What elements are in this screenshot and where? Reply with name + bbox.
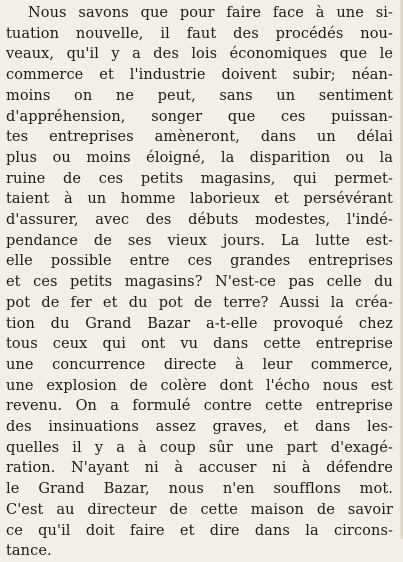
article-line: et ces petits magasins? N'est-ce pas celle du — [6, 274, 393, 291]
article-line: une explosion de colère dont l'écho nous est — [6, 377, 393, 394]
article-line: des insinuations assez graves, et dans les- — [6, 419, 393, 436]
article-line: ration. N'ayant ni à accuser ni à défendre — [6, 460, 393, 477]
article-line: commerce et l'industrie doivent subir; néan- — [6, 67, 393, 84]
article-line: Nous savons que pour faire face à une si- — [28, 5, 393, 21]
article-line: ce qu'il doit faire et dire dans la circons- — [6, 522, 393, 539]
article-line: elle possible entre ces grandes entreprises — [6, 253, 393, 270]
article-line: quelles il y a à coup sûr une part d'exagé- — [6, 439, 393, 456]
article-line: tes entreprises amèneront, dans un délai — [6, 129, 393, 146]
article-column — [6, 3, 393, 562]
article-line: taient à un homme laborieux et persévérant — [6, 191, 393, 208]
article-line: tous ceux qui ont vu dans cette entreprise — [6, 336, 393, 353]
article-line: tuation nouvelle, il faut des procédés nou- — [6, 25, 393, 42]
article-line: d'appréhension, songer que ces puissan- — [6, 108, 393, 125]
article-line: le Grand Bazar, nous n'en soufflons mot. — [6, 481, 393, 498]
article-line: pendance de ses vieux jours. La lutte est- — [6, 232, 393, 249]
article-line: tion du Grand Bazar a-t-elle provoqué chez — [6, 315, 393, 332]
article-line: moins on ne peut, sans un sentiment — [6, 87, 393, 104]
article-line: tance. — [6, 543, 52, 560]
article-line: revenu. On a formulé contre cette entreprise — [6, 398, 393, 415]
article-line: C'est au directeur de cette maison de savoir — [6, 501, 393, 518]
article-line: d'assurer, avec des débuts modestes, l'indé- — [6, 212, 393, 229]
article-line: une concurrence directe à leur commerce, — [6, 356, 393, 373]
article-line: veaux, qu'il y a des lois économiques que le — [6, 46, 393, 63]
article-line: pot de fer et du pot de terre? Aussi la créa- — [6, 294, 393, 311]
article-line: ruine de ces petits magasins, qui permet- — [6, 170, 393, 187]
article-line: plus ou moins éloigné, la disparition ou la — [6, 149, 393, 166]
